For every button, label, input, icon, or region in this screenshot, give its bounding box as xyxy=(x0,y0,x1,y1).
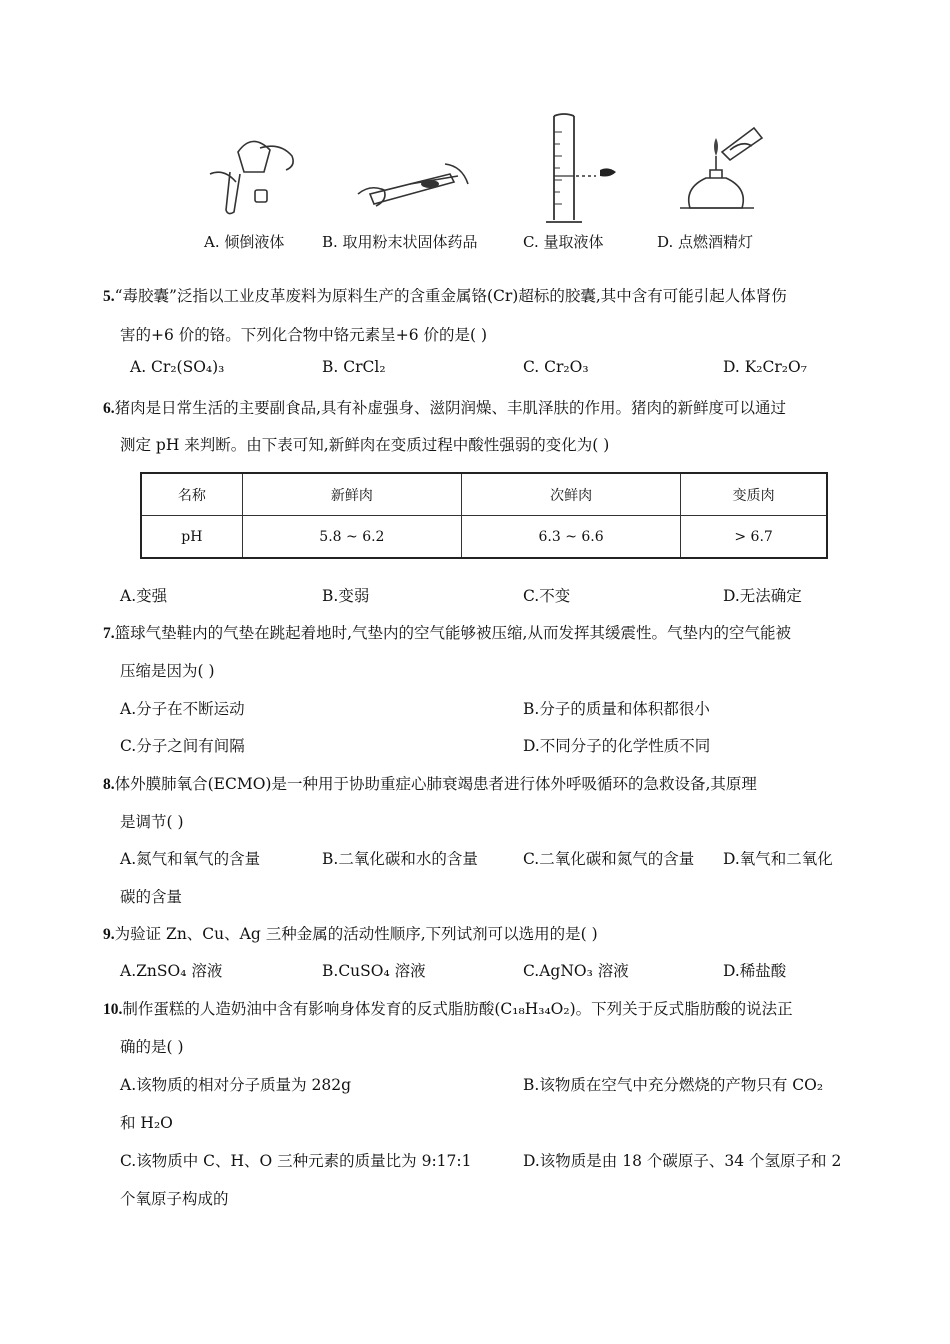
option-9a[interactable]: A.ZnSO₄ 溶液 xyxy=(120,962,223,980)
question-text: “毒胶囊”泛指以工业皮革废料为原料生产的含重金属铬(Cr)超标的胶囊,其中含有可能引起人体肾伤 xyxy=(114,287,787,305)
ph-table xyxy=(140,472,828,559)
powder-test-tube-icon xyxy=(350,112,475,222)
question-8-stem xyxy=(103,772,757,794)
question-5-stem xyxy=(103,284,787,306)
option-6a[interactable]: A.变强 xyxy=(120,587,168,605)
figure-caption-c: C. 量取液体 xyxy=(523,233,604,251)
question-9-stem xyxy=(103,922,598,944)
option-9c[interactable]: C.AgNO₃ 溶液 xyxy=(523,962,629,980)
figure-alcohol-lamp xyxy=(670,112,780,226)
table-cell: 6.3 ~ 6.6 xyxy=(461,516,680,559)
option-5a[interactable]: A. Cr₂(SO₄)₃ xyxy=(130,358,225,376)
table-cell: > 6.7 xyxy=(681,516,827,559)
question-number: 5. xyxy=(103,288,115,305)
question-text: 体外膜肺氧合(ECMO)是一种用于协助重症心肺衰竭患者进行体外呼吸循环的急救设备,其原理 xyxy=(114,775,757,793)
option-10b[interactable]: B.该物质在空气中充分燃烧的产物只有 CO₂ xyxy=(523,1076,824,1094)
option-5c[interactable]: C. Cr₂O₃ xyxy=(523,358,589,376)
option-10d-cont: 个氧原子构成的 xyxy=(120,1190,229,1208)
question-8-stem-cont: 是调节( ) xyxy=(120,813,184,831)
question-6-stem-cont: 测定 pH 来判断。由下表可知,新鲜肉在变质过程中酸性强弱的变化为( ) xyxy=(120,436,610,454)
option-10b-cont: 和 H₂O xyxy=(120,1114,173,1132)
table-cell: pH xyxy=(141,516,242,559)
option-8c[interactable]: C.二氧化碳和氮气的含量 xyxy=(523,850,695,868)
table-header-cell: 名称 xyxy=(141,473,242,516)
figure-pour-liquid xyxy=(200,112,310,226)
option-9d[interactable]: D.稀盐酸 xyxy=(723,962,787,980)
option-10c[interactable]: C.该物质中 C、H、O 三种元素的质量比为 9:17:1 xyxy=(120,1152,472,1170)
question-number: 10. xyxy=(103,1001,123,1018)
question-number: 9. xyxy=(103,926,115,943)
question-text: 制作蛋糕的人造奶油中含有影响身体发育的反式脂肪酸(C₁₈H₃₄O₂)。下列关于反式脂肪酸的说法正 xyxy=(122,1000,793,1018)
figure-caption-b: B. 取用粉末状固体药品 xyxy=(322,233,478,251)
option-6b[interactable]: B.变弱 xyxy=(322,587,370,605)
figure-caption-d: D. 点燃酒精灯 xyxy=(657,233,754,251)
table-row xyxy=(141,516,827,559)
table-header-cell: 变质肉 xyxy=(681,473,827,516)
question-text: 猪肉是日常生活的主要副食品,具有补虚强身、滋阴润燥、丰肌泽肤的作用。猪肉的新鲜度可以通过 xyxy=(114,399,787,417)
table-header-row xyxy=(141,473,827,516)
question-7-stem-cont: 压缩是因为( ) xyxy=(120,662,215,680)
option-6c[interactable]: C.不变 xyxy=(523,587,571,605)
option-7c[interactable]: C.分子之间有间隔 xyxy=(120,737,245,755)
question-number: 7. xyxy=(103,625,115,642)
figure-powder-test-tube xyxy=(350,112,475,226)
option-8b[interactable]: B.二氧化碳和水的含量 xyxy=(322,850,478,868)
option-8d-cont: 碳的含量 xyxy=(120,888,183,906)
question-text: 篮球气垫鞋内的气垫在跳起着地时,气垫内的空气能够被压缩,从而发挥其缓震性。气垫内的空气能被 xyxy=(114,624,791,642)
question-number: 6. xyxy=(103,400,115,417)
question-10-stem-cont: 确的是( ) xyxy=(120,1038,184,1056)
graduated-cylinder-icon xyxy=(540,112,630,227)
option-7b[interactable]: B.分子的质量和体积都很小 xyxy=(523,700,710,718)
option-7d[interactable]: D.不同分子的化学性质不同 xyxy=(523,737,711,755)
option-7a[interactable]: A.分子在不断运动 xyxy=(120,700,245,718)
pour-liquid-icon xyxy=(200,112,310,222)
figure-graduated-cylinder xyxy=(540,112,630,231)
table-cell: 5.8 ~ 6.2 xyxy=(242,516,461,559)
question-6-stem xyxy=(103,396,786,418)
option-8d[interactable]: D.氧气和二氧化 xyxy=(723,850,833,868)
option-5b[interactable]: B. CrCl₂ xyxy=(322,358,386,376)
option-10d[interactable]: D.该物质是由 18 个碳原子、34 个氢原子和 2 xyxy=(523,1152,842,1170)
option-8a[interactable]: A.氮气和氧气的含量 xyxy=(120,850,261,868)
option-5d[interactable]: D. K₂Cr₂O₇ xyxy=(723,358,807,376)
question-7-stem xyxy=(103,621,791,643)
option-6d[interactable]: D.无法确定 xyxy=(723,587,802,605)
figure-caption-a: A. 倾倒液体 xyxy=(204,233,285,251)
option-10a[interactable]: A.该物质的相对分子质量为 282g xyxy=(120,1076,352,1094)
question-number: 8. xyxy=(103,776,115,793)
question-text: 为验证 Zn、Cu、Ag 三种金属的活动性顺序,下列试剂可以选用的是( ) xyxy=(114,925,598,943)
table-header-cell: 次鲜肉 xyxy=(461,473,680,516)
table-header-cell: 新鲜肉 xyxy=(242,473,461,516)
alcohol-lamp-icon xyxy=(670,112,780,222)
question-5-stem-cont: 害的+6 价的铬。下列化合物中铬元素呈+6 价的是( ) xyxy=(120,326,488,344)
option-9b[interactable]: B.CuSO₄ 溶液 xyxy=(322,962,426,980)
question-10-stem xyxy=(103,997,793,1019)
